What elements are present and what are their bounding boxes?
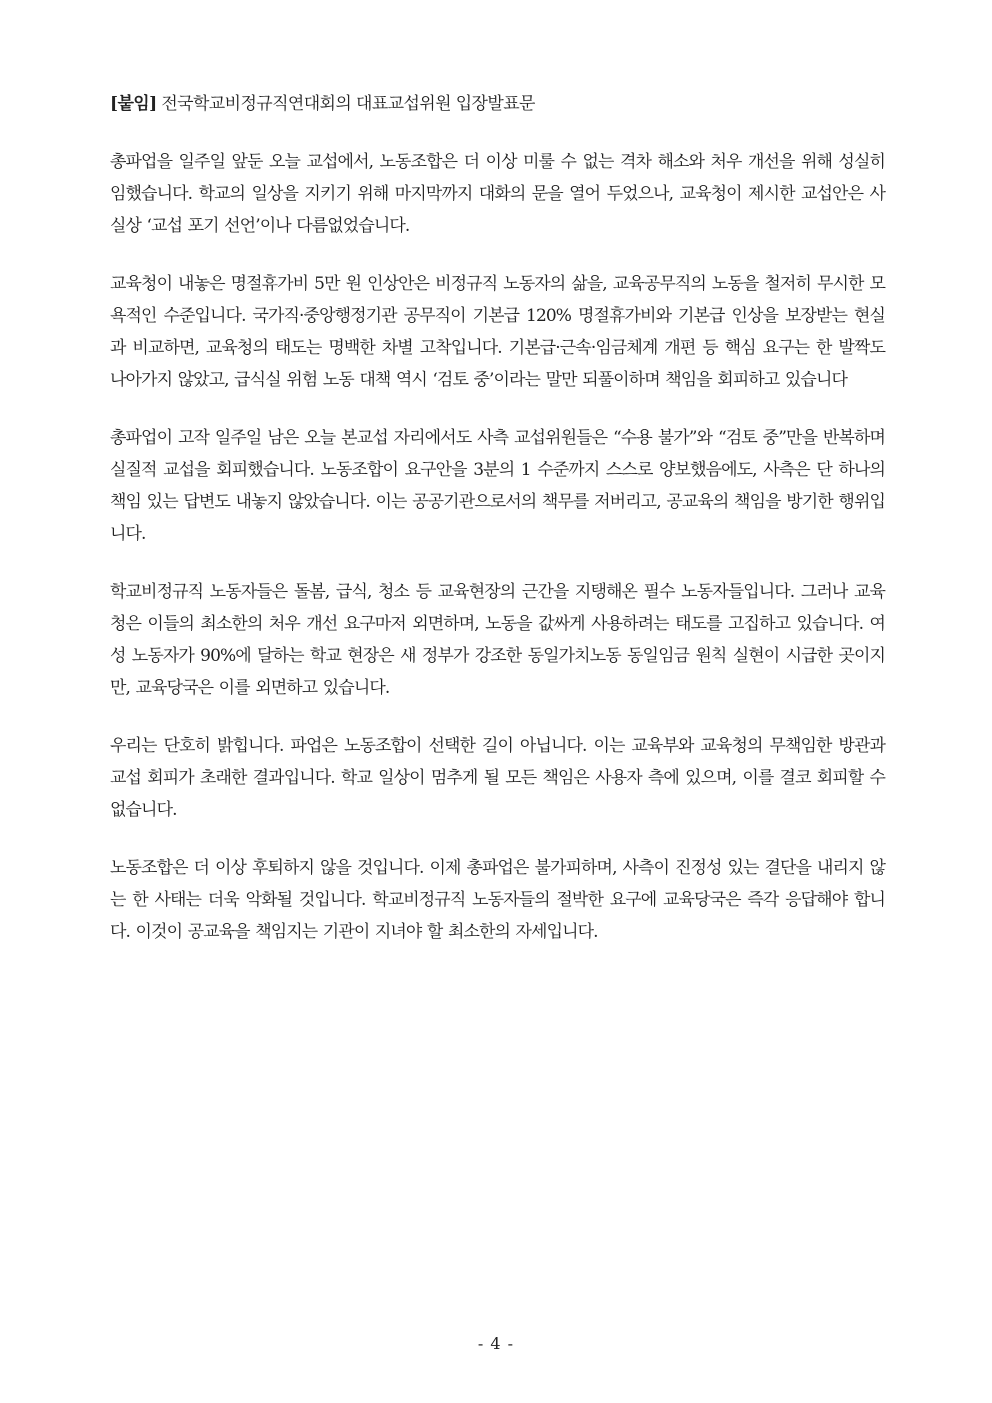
attachment-tag: [붙임] [110, 94, 157, 114]
heading-title: 전국학교비정규직연대회의 대표교섭위원 입장발표문 [156, 94, 535, 114]
paragraph-4: 학교비정규직 노동자들은 돌봄, 급식, 청소 등 교육현장의 근간을 지탱해온 필수 노동자들입니다. 그러나 교육청은 이들의 최소한의 처우 개선 요구마저 외면하며, 노동을 값싸게 사용하려는 태도를 고집하고 있습니다. 여성 노동자가 90%에 달하는 학교 현장은 새 정부가 강조한 동일가치노동 동일임금 원칙 실현이 시급한 곳이지만, 교육당국은 이를 외면하고 있습니다. [110, 582, 885, 698]
page-number: - 4 - [477, 1334, 515, 1353]
document-body [110, 88, 885, 974]
paragraph-1: 총파업을 일주일 앞둔 오늘 교섭에서, 노동조합은 더 이상 미룰 수 없는 격차 해소와 처우 개선을 위해 성실히 임했습니다. 학교의 일상을 지키기 위해 마지막까지 대화의 문을 열어 두었으나, 교육청이 제시한 교섭안은 사실상 ‘교섭 포기 선언’이나 다름없었습니다. [110, 152, 885, 236]
paragraph-3: 총파업이 고작 일주일 남은 오늘 본교섭 자리에서도 사측 교섭위원들은 “수용 불가”와 “검토 중”만을 반복하며 실질적 교섭을 회피했습니다. 노동조합이 요구안을 3분의 1 수준까지 스스로 양보했음에도, 사측은 단 하나의 책임 있는 답변도 내놓지 않았습니다. 이는 공공기관으로서의 책무를 저버리고, 공교육의 책임을 방기한 행위입니다. [110, 428, 885, 544]
paragraph-5: 우리는 단호히 밝힙니다. 파업은 노동조합이 선택한 길이 아닙니다. 이는 교육부와 교육청의 무책임한 방관과 교섭 회피가 초래한 결과입니다. 학교 일상이 멈추게 될 모든 책임은 사용자 측에 있으며, 이를 결코 회피할 수 없습니다. [110, 736, 885, 820]
paragraph-6: 노동조합은 더 이상 후퇴하지 않을 것입니다. 이제 총파업은 불가피하며, 사측이 진정성 있는 결단을 내리지 않는 한 사태는 더욱 악화될 것입니다. 학교비정규직 노동자들의 절박한 요구에 교육당국은 즉각 응답해야 합니다. 이것이 공교육을 책임지는 기관이 지녀야 할 최소한의 자세입니다. [110, 858, 885, 942]
document-heading [110, 88, 885, 120]
paragraph-2: 교육청이 내놓은 명절휴가비 5만 원 인상안은 비정규직 노동자의 삶을, 교육공무직의 노동을 철저히 무시한 모욕적인 수준입니다. 국가직·중앙행정기관 공무직이 기본급 120% 명절휴가비와 기본급 인상을 보장받는 현실과 비교하면, 교육청의 태도는 명백한 차별 고착입니다. 기본급·근속·임금체계 개편 등 핵심 요구는 한 발짝도 나아가지 않았고, 급식실 위험 노동 대책 역시 ‘검토 중’이라는 말만 되풀이하며 책임을 회피하고 있습니다 [110, 274, 885, 390]
